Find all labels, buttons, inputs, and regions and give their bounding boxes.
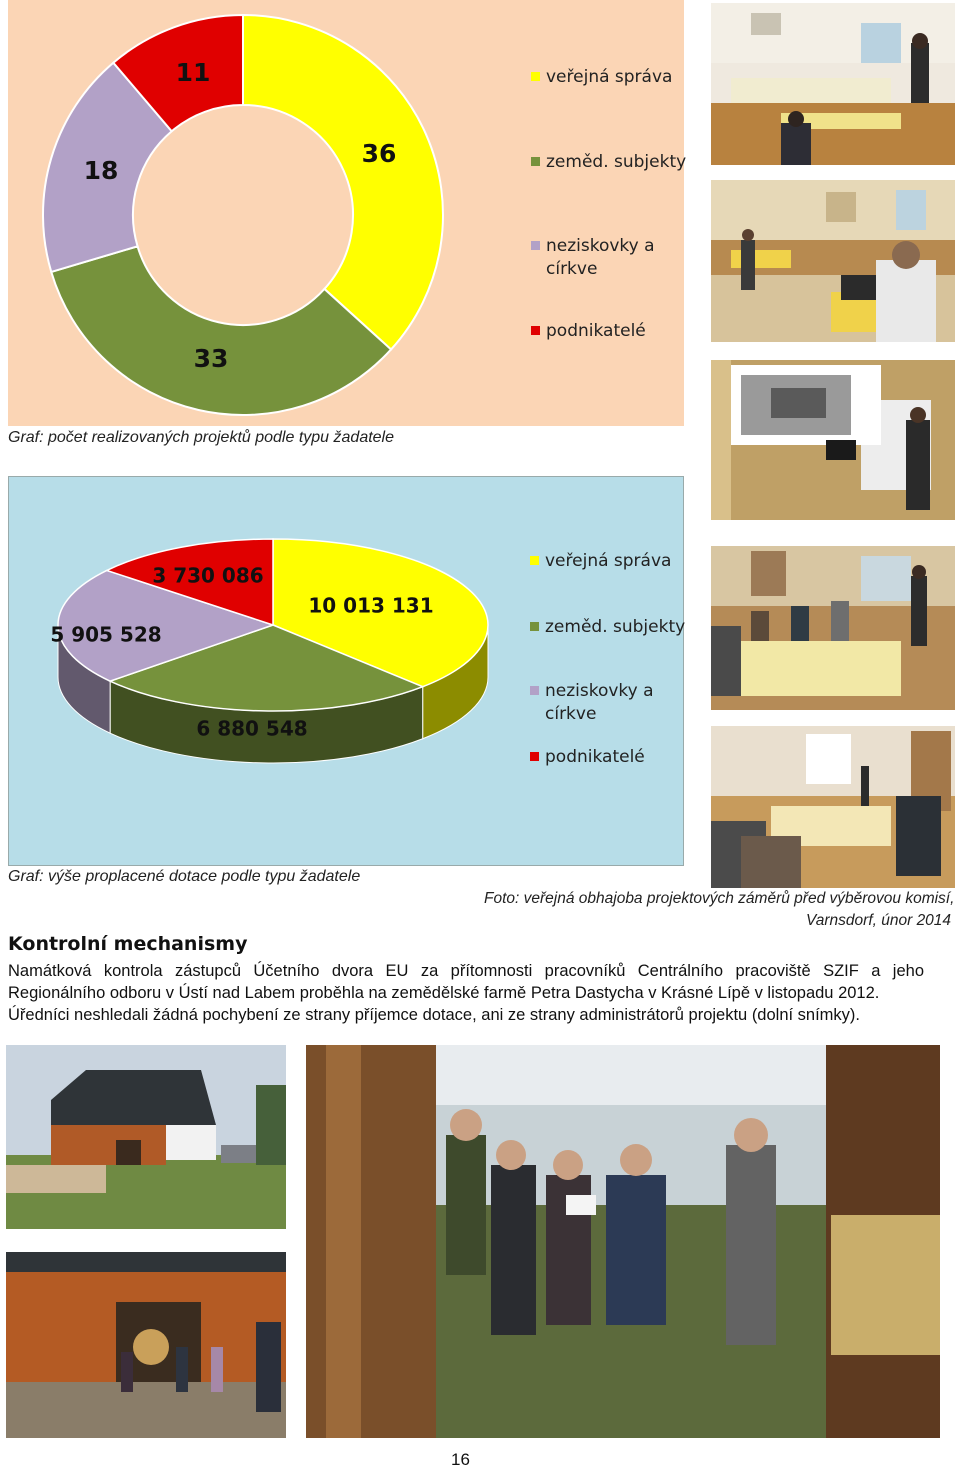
legend-swatch <box>530 556 539 565</box>
legend-item <box>530 746 645 769</box>
page-number: 16 <box>451 1450 470 1469</box>
donut-data-label: 11 <box>175 58 211 87</box>
section-heading: Kontrolní mechanismy <box>8 933 248 955</box>
pie3d-data-label: 3 730 086 <box>152 563 264 588</box>
legend-item <box>531 66 672 89</box>
chart-subsidy-caption: Graf: výše proplacené dotace podle typu žadatele <box>8 868 361 885</box>
photo-meeting-2 <box>711 180 955 342</box>
pie3d-data-label: 6 880 548 <box>196 716 308 741</box>
legend-label: zeměd. subjekty <box>545 617 686 637</box>
chart-subsidy-legend <box>530 550 686 780</box>
donut-data-label: 18 <box>83 156 119 185</box>
photo-committee <box>711 546 955 710</box>
chart-projects-legend <box>531 66 687 356</box>
legend-label: zeměd. subjekty <box>546 152 687 172</box>
legend-swatch <box>530 686 539 695</box>
legend-swatch <box>530 622 539 631</box>
photo-meeting-1 <box>711 3 955 165</box>
legend-item <box>531 320 646 343</box>
photos-caption-line2: Varnsdorf, únor 2014 <box>806 912 952 929</box>
donut-data-label: 33 <box>193 344 229 373</box>
legend-label: církve <box>545 704 597 724</box>
legend-item <box>530 680 654 726</box>
photos-caption-line1: Foto: veřejná obhajoba projektových záměrů před výběrovou komisí, <box>484 890 955 907</box>
legend-label: podnikatelé <box>545 747 645 767</box>
legend-label: veřejná správa <box>545 551 672 571</box>
legend-swatch <box>531 157 540 166</box>
paragraph-line-1: Namátková kontrola zástupců Účetního dvora EU za přítomnosti pracovníků Centrálního pracoviště SZIF a jeho <box>8 962 924 980</box>
legend-label: církve <box>546 259 598 279</box>
photo-inspection-group <box>306 1045 940 1438</box>
photo-farm-barn-hay <box>6 1252 286 1438</box>
section-paragraph <box>8 960 924 1026</box>
legend-swatch <box>530 752 539 761</box>
legend-label: podnikatelé <box>546 321 646 341</box>
photo-audience <box>711 726 955 888</box>
legend-swatch <box>531 326 540 335</box>
paragraph-line-3: Úředníci neshledali žádná pochybení ze strany příjemce dotace, ani ze strany administrátorů projektu (dolní snímky). <box>8 1006 861 1024</box>
donut-slice <box>243 15 443 349</box>
pie3d-data-label: 10 013 131 <box>308 593 434 618</box>
legend-swatch <box>531 241 540 250</box>
photo-farm-barn-exterior <box>6 1045 286 1229</box>
legend-item <box>531 151 686 174</box>
chart-projects-caption: Graf: počet realizovaných projektů podle typu žadatele <box>8 429 395 446</box>
legend-label: veřejná správa <box>546 67 673 87</box>
pie3d-data-label: 5 905 528 <box>50 622 162 647</box>
legend-item <box>530 616 685 639</box>
donut-data-label: 36 <box>361 139 397 168</box>
legend-item <box>530 550 671 573</box>
photo-presentation <box>711 360 955 520</box>
legend-item <box>531 235 655 281</box>
legend-label: neziskovky a <box>545 681 654 701</box>
legend-label: neziskovky a <box>546 236 655 256</box>
paragraph-line-2: Regionálního odboru v Ústí nad Labem proběhla na zemědělské farmě Petra Dastycha v Krásné Lípě v listopadu 2012. <box>8 984 880 1002</box>
legend-swatch <box>531 72 540 81</box>
